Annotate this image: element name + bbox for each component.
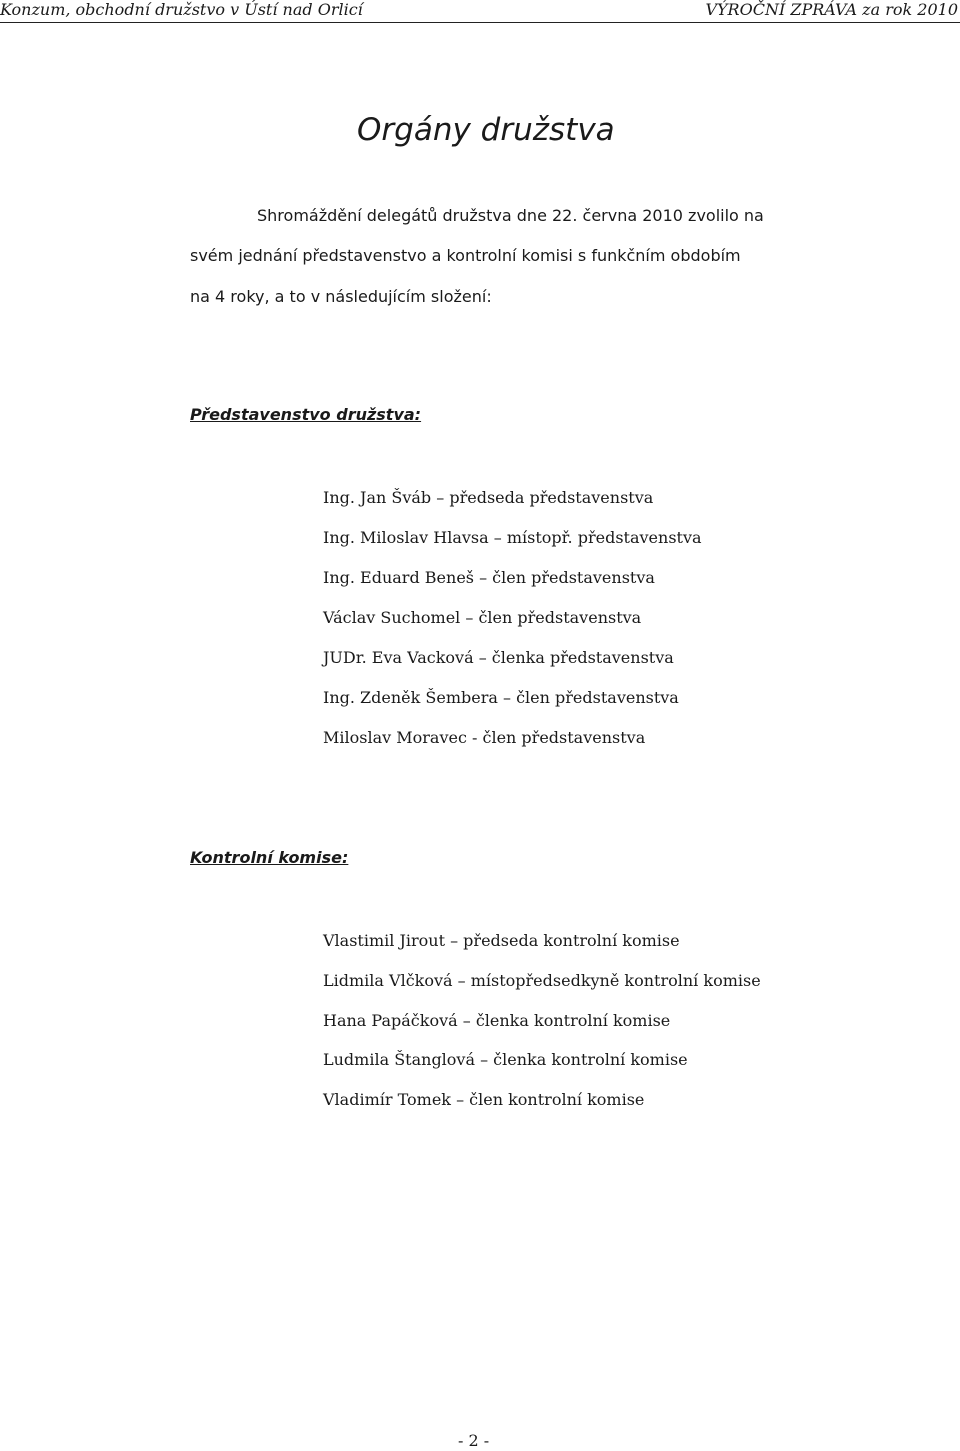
supervisory-member: Ludmila Štanglová – členka kontrolní komise (323, 1050, 688, 1069)
board-heading: Představenstvo družstva: (190, 405, 422, 424)
board-member: Ing. Miloslav Hlavsa – místopř. představenstva (323, 528, 702, 547)
board-member: Miloslav Moravec - člen představenstva (323, 728, 646, 747)
supervisory-member: Hana Papáčková – členka kontrolní komise (323, 1011, 671, 1030)
page-title: Orgány družstva (357, 112, 615, 148)
supervisory-heading: Kontrolní komise: (190, 848, 349, 867)
page-header (0, 0, 960, 23)
supervisory-member: Vladimír Tomek – člen kontrolní komise (323, 1090, 645, 1109)
header-report-title: VÝROČNÍ ZPRÁVA za rok 2010 (705, 0, 958, 19)
intro-line-3: na 4 roky, a to v následujícím složení: (190, 287, 492, 306)
board-member: Ing. Jan Šváb – předseda představenstva (323, 488, 654, 507)
header-organization: Konzum, obchodní družstvo v Ústí nad Orlicí (0, 0, 363, 19)
board-member: JUDr. Eva Vacková – členka představenstva (323, 648, 674, 667)
intro-line-2: svém jednání představenstvo a kontrolní komisi s funkčním obdobím (190, 246, 741, 265)
supervisory-member: Vlastimil Jirout – předseda kontrolní komise (323, 931, 680, 950)
supervisory-member: Lidmila Vlčková – místopředsedkyně kontrolní komise (323, 971, 761, 990)
board-member: Václav Suchomel – člen představenstva (323, 608, 642, 627)
board-member: Ing. Eduard Beneš – člen představenstva (323, 568, 655, 587)
board-member: Ing. Zdeněk Šembera – člen představenstva (323, 688, 679, 707)
intro-line-1: Shromáždění delegátů družstva dne 22. června 2010 zvolilo na (257, 206, 764, 225)
page-number: - 2 - (458, 1431, 490, 1450)
